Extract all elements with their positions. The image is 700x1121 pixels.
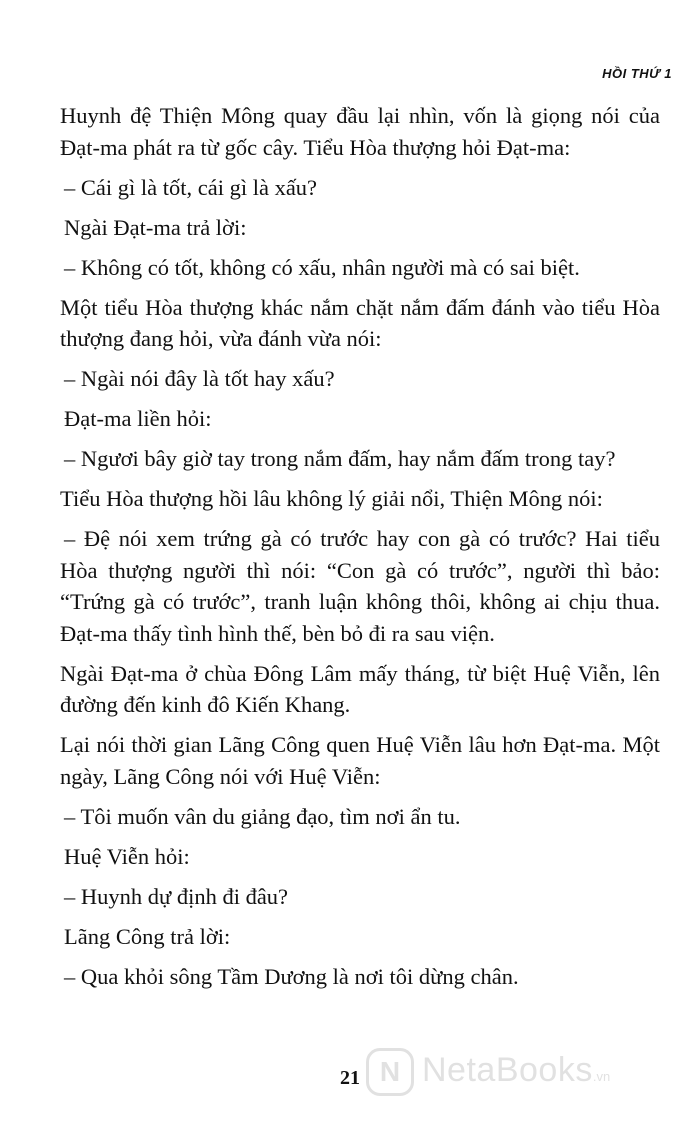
watermark-text [422, 1051, 610, 1090]
paragraph: Đạt-ma liền hỏi: [64, 406, 212, 431]
paragraph: Lại nói thời gian Lãng Công quen Huệ Viễn lâu hơn Đạt-ma. Một ngày, Lãng Công nói với Huệ Viễn: [60, 732, 660, 789]
chapter-header: HỒI THỨ 1 [602, 66, 672, 81]
paragraph: – Đệ nói xem trứng gà có trước hay con gà có trước? Hai tiểu Hòa thượng người thì nói: “Con gà có trước”, người thì bảo: “Trứng gà có trước”, tranh luận không thôi, không ai chịu thua. Đạt-ma thấy tình hình thế, bèn bỏ đi ra sau viện. [60, 526, 660, 646]
paragraph: – Ngài nói đây là tốt hay xấu? [64, 366, 335, 391]
paragraph: – Cái gì là tốt, cái gì là xấu? [64, 174, 318, 200]
paragraph: Ngài Đạt-ma trả lời: [64, 214, 247, 240]
paragraph: Huệ Viễn hỏi: [64, 843, 190, 869]
netabooks-logo-icon: N [366, 1048, 414, 1096]
page-body [60, 100, 660, 1001]
paragraph: Một tiểu Hòa thượng khác nắm chặt nắm đấm đánh vào tiểu Hòa thượng đang hỏi, vừa đánh vừa nói: [60, 294, 660, 351]
paragraph: – Huynh dự định đi đâu? [64, 883, 289, 909]
watermark [366, 1048, 690, 1096]
paragraph: Huynh đệ Thiện Mông quay đầu lại nhìn, vốn là giọng nói của Đạt-ma phát ra từ gốc cây. Tiểu Hòa thượng hỏi Đạt-ma: [60, 103, 660, 160]
paragraph: Tiểu Hòa thượng hồi lâu không lý giải nổi, Thiện Mông nói: [60, 486, 603, 511]
paragraph: Ngài Đạt-ma ở chùa Đông Lâm mấy tháng, từ biệt Huệ Viễn, lên đường đến kinh đô Kiến Khang. [60, 660, 660, 717]
watermark-brand: NetaBooks [422, 1051, 593, 1089]
page-number: 21 [340, 1067, 360, 1089]
paragraph: – Không có tốt, không có xấu, nhân người mà có sai biệt. [64, 254, 580, 280]
paragraph: – Qua khỏi sông Tầm Dương là nơi tôi dừng chân. [64, 963, 519, 989]
paragraph: – Ngươi bây giờ tay trong nắm đấm, hay nắm đấm trong tay? [64, 446, 616, 471]
paragraph: – Tôi muốn vân du giảng đạo, tìm nơi ẩn tu. [64, 803, 461, 829]
paragraph: Lãng Công trả lời: [64, 923, 231, 949]
watermark-domain: .vn [592, 1069, 611, 1084]
